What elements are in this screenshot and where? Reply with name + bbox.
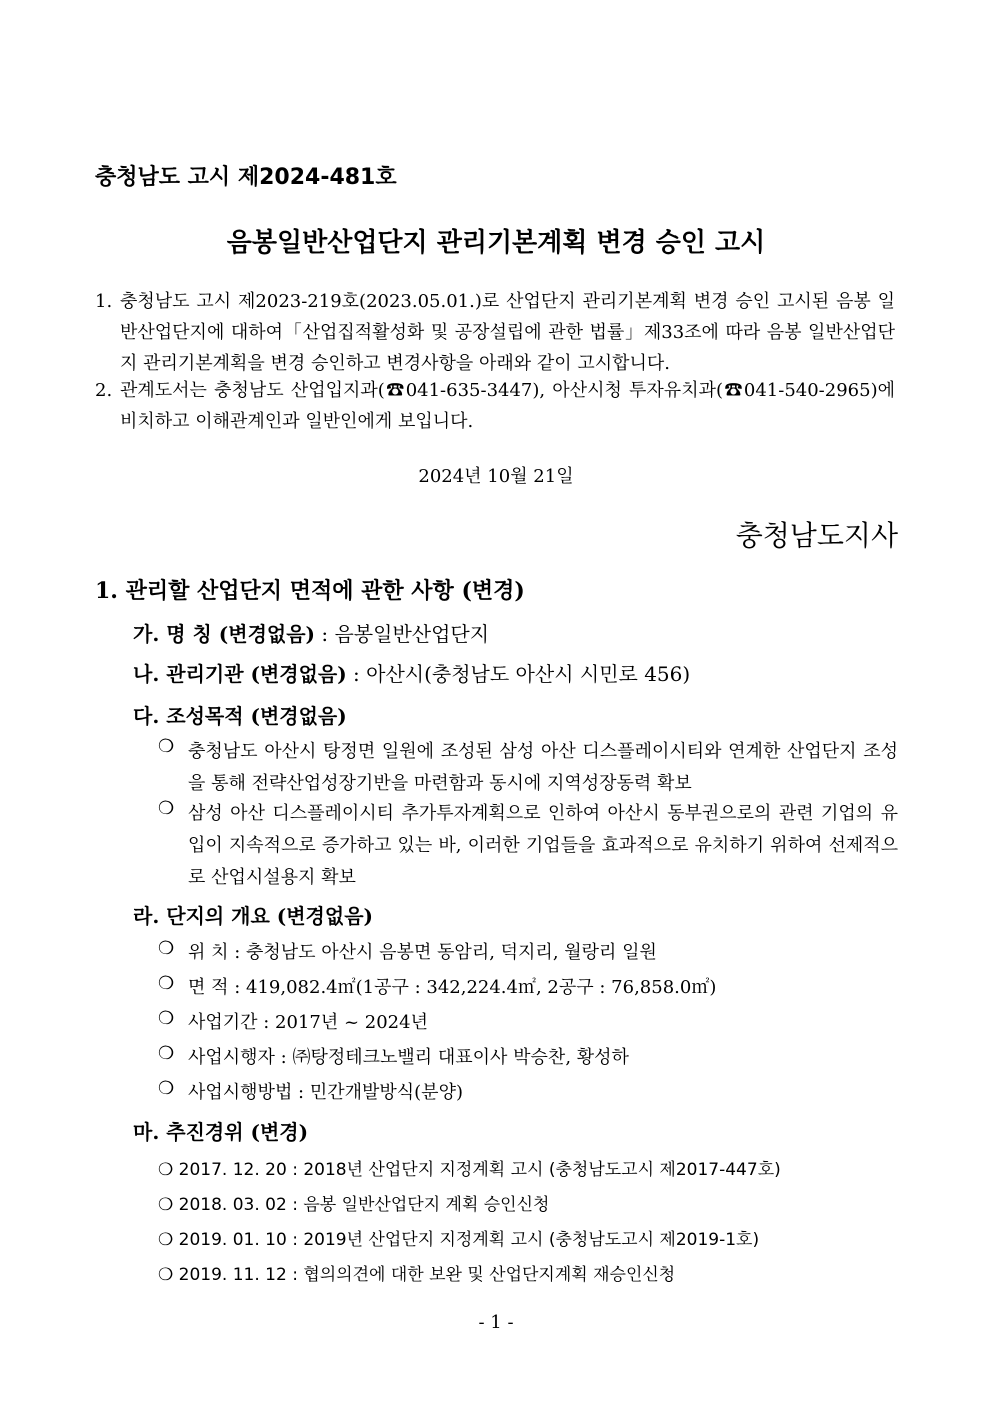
ma-item-text: 2019. 11. 12 : 협의의견에 대한 보완 및 산업단지계획 재승인신청 [178,1265,676,1285]
ra-item [158,1043,629,1069]
da-bullet-1 [158,736,898,800]
bullet-mark: ❍ [158,1078,175,1099]
item-ra [133,900,373,929]
item-ma-label: 마. 추진경위 (변경) [133,1120,309,1144]
issuer-governor: 충청남도지사 [735,519,898,552]
document-title: 음봉일반산업단지 관리기본계획 변경 승인 고시 [226,228,766,258]
bullet-mark: ❍ [158,1265,174,1285]
notice-number: 충청남도 고시 제2024-481호 [95,165,397,190]
ra-item [158,1008,428,1034]
ma-item [158,1260,675,1285]
paragraph-1 [95,286,895,379]
ra-item [158,938,657,964]
ma-item [158,1155,781,1180]
page-number: - 1 - [478,1312,514,1333]
paragraph-2-number: 2. [95,380,113,401]
item-ga [133,618,489,647]
item-ga-label: 가. 명 칭 (변경없음) [133,622,316,646]
da-bullet-2-text: 삼성 아산 디스플레이시티 추가투자계획으로 인하여 아산시 동부권으로의 관련 기업의 유입이 지속적으로 증가하고 있는 바, 이러한 기업들을 효과적으로 유치하기 위하여 선제적으로 산업시설용지 확보 [188,803,898,888]
item-ma [133,1116,308,1145]
bullet-mark: ❍ [158,1195,174,1215]
section-1-heading: 1. 관리할 산업단지 면적에 관한 사항 (변경) [95,578,525,604]
item-ga-value: : 음봉일반산업단지 [315,622,490,646]
ma-item-text: 2018. 03. 02 : 음봉 일반산업단지 계획 승인신청 [178,1195,550,1215]
bullet-mark: ❍ [158,973,175,994]
paragraph-2-text: 관계도서는 충청남도 산업입지과(☎041-635-3447), 아산시청 투자유치과(☎041-540-2965)에 비치하고 이해관계인과 일반인에게 보입니다. [120,380,895,432]
ra-item-text: 사업시행방법 : 민간개발방식(분양) [188,1082,463,1103]
ma-item-text: 2019. 01. 10 : 2019년 산업단지 지정계획 고시 (충청남도고시 제2019-1호) [178,1230,760,1250]
paragraph-1-number: 1. [95,291,113,312]
ra-item-text: 사업기간 : 2017년 ~ 2024년 [188,1012,428,1033]
ra-item-text: 위 치 : 충청남도 아산시 음봉면 동암리, 덕지리, 월랑리 일원 [188,942,657,963]
item-na-value: : 아산시(충청남도 아산시 시민로 456) [346,662,691,686]
bullet-mark: ❍ [158,736,175,757]
ra-item-text: 면 적 : 419,082.4㎡(1공구 : 342,224.4㎡, 2공구 : 76,858.0㎡) [188,977,717,998]
bullet-mark: ❍ [158,1160,174,1180]
item-na-label: 나. 관리기관 (변경없음) [133,662,347,686]
item-da [133,700,347,729]
item-da-label: 다. 조성목적 (변경없음) [133,704,347,728]
ra-item-text: 사업시행자 : ㈜탕정테크노밸리 대표이사 박승찬, 황성하 [188,1047,629,1068]
bullet-mark: ❍ [158,1230,174,1250]
ra-item [158,973,716,999]
bullet-mark: ❍ [158,1043,175,1064]
bullet-mark: ❍ [158,798,175,819]
bullet-mark: ❍ [158,1008,175,1029]
paragraph-1-text: 충청남도 고시 제2023-219호(2023.05.01.)로 산업단지 관리기본계획 변경 승인 고시된 음봉 일반산업단지에 대하여「산업집적활성화 및 공장설립에 관한 법률」제33조에 따라 음봉 일반산업단지 관리기본계획을 변경 승인하고 변경사항을 아래와 같이 고시합니다. [120,291,895,374]
ra-item [158,1078,463,1104]
da-bullet-1-text: 충청남도 아산시 탕정면 일원에 조성된 삼성 아산 디스플레이시티와 연계한 산업단지 조성을 통해 전략산업성장기반을 마련함과 동시에 지역성장동력 확보 [188,741,898,794]
ma-item [158,1225,759,1250]
ma-item [158,1190,549,1215]
bullet-mark: ❍ [158,938,175,959]
paragraph-2 [95,375,895,437]
item-na [133,658,690,687]
da-bullet-2 [158,798,898,894]
ma-item-text: 2017. 12. 20 : 2018년 산업단지 지정계획 고시 (충청남도고시 제2017-447호) [178,1160,781,1180]
item-ra-label: 라. 단지의 개요 (변경없음) [133,904,373,928]
notice-date: 2024년 10월 21일 [418,466,574,487]
